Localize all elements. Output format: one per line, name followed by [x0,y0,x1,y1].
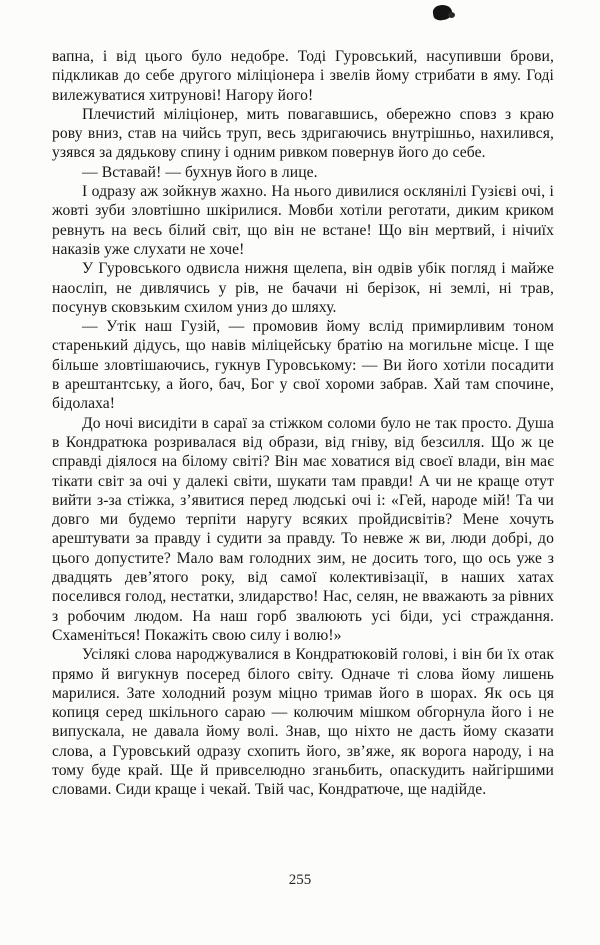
paragraph: вапна, і від цього було недобре. Тоді Гуровський, насупивши брови, підкликав до себе другого міліціонера і звелів йому стрибати в яму. Годі вилежуватися хитрунові! Нагору його! [52,48,554,104]
paragraph: І одразу аж зойкнув жахно. На нього дивилися осклянілі Гузієві очі, і жовті зуби зловтішно шкірилися. Мовби хотіли реготати, диким криком ревнуть на весь білий світ, що він не встане! Що він мертвий, і нічиїх наказів уже слухати не хоче! [52,183,554,258]
paragraph: До ночі висидіти в сараї за стіжком соломи було не так просто. Душа в Кондратюка розривалася від образи, від гніву, від безсилля. Що ж це справді діялося на білому світі? Він має ховатися від своєї влади, він має тікати світ за очі у далекі світи, шукати там правди! А чи не краще отут вийти з-за стіжка, з’явитися перед людські очі і: «Гей, народе мій! Та чи довго ми будемо терпіти наругу всяких пройдисвітів? Мене хочуть арештувати за правду і судити за правду. То невже ж ви, люди добрі, до цього допустите? Мало вам голодних зим, не досить того, що ось уже з двадцять дев’ятого року, від самої колективізації, в наших хатах поселився голод, нестатки, злидарство! Нас, селян, не вважають за рівних з робочим людом. На наш горб звалюють усі біди, усі страждання. Схаменіться! Покажіть свою силу і волю!» [52,414,554,644]
page-text [52,47,554,800]
paragraph: — Вставай! — бухнув його в лице. [82,163,318,181]
paragraph: — Утік наш Гузій, — промовив йому вслід примирливим тоном старенький дідусь, що навів міліцейську братію на могильне місце. І ще більше зловтішаючись, гукнув Гуровському: — Ви його хотіли посадити в арештантську, а його, бач, Бог у свої хороми забрав. Хай там спочине, бідолаха! [52,318,554,413]
page-number: 255 [288,872,312,888]
paragraph: Усілякі слова народжувалися в Кондратюковій голові, і він би їх отак прямо й вигукнув посеред білого світу. Одначе ті слова йому лишень марилися. Зате холодний розум міцно тримав його в шорах. Як ось ця копиця серед шкільного сараю — колючим мішком обгорнула його і не випускала, не давала йому волі. Знав, що ніхто не дасть йому сказати слова, а Гуровський одразу схопить його, зв’яже, як ворога народу, і на тому буде край. Ще й привселюдно зганьбить, опаскудить найгіршими словами. Сиди краще і чекай. Твій час, Кондратюче, ще надійде. [52,646,554,799]
paragraph: Плечистий міліціонер, мить повагавшись, обережно сповз з краю рову вниз, став на чийсь труп, весь здригаючись внутрішньо, нахилився, узявся за дядькову спину і одним ривком повернув його до себе. [52,105,554,162]
paragraph: У Гуровського одвисла нижня щелепа, він одвів убік погляд і майже наосліп, не дивлячись у рів, не бачачи ні берізок, ні землі, ні трав, посунув сковзьким схилом униз до шляху. [52,260,554,316]
ink-blot-artifact-small [448,12,455,18]
